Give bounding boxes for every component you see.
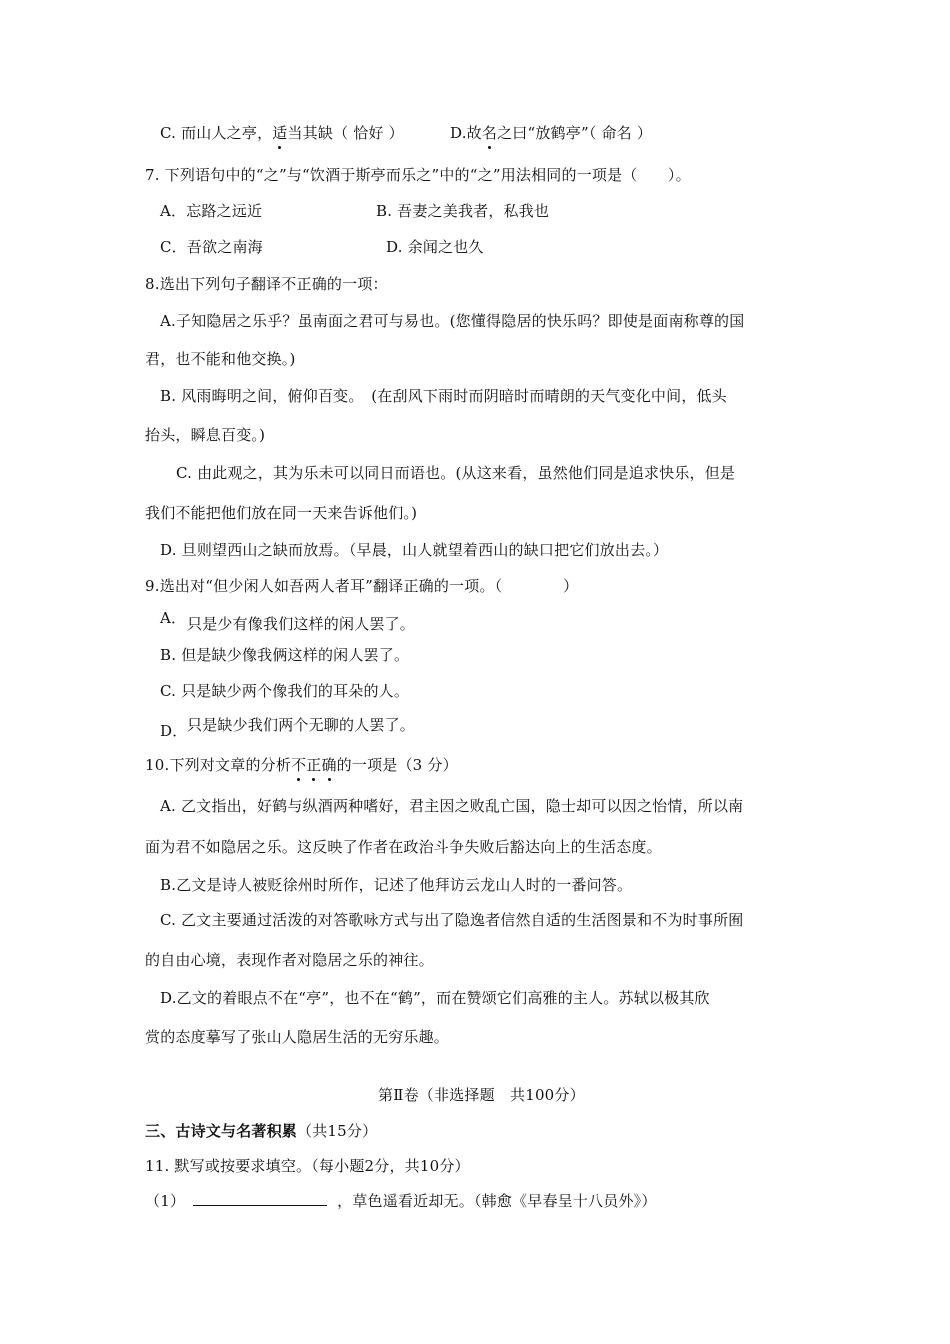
q10-option-b: B.乙文是诗人被贬徐州时所作，记述了他拜访云龙山人时的一番问答。	[160, 876, 633, 894]
q10-option-c-line2: 的自由心境，表现作者对隐居之乐的神往。	[145, 951, 434, 969]
q10-option-a-line2: 面为君不如隐居之乐。这反映了作者在政治斗争失败后豁达向上的生活态度。	[145, 838, 662, 856]
q8-option-c-line2: 我们不能把他们放在同一天来告诉他们。)	[145, 504, 418, 522]
emphasis-dot-char: 名	[481, 124, 498, 142]
q7-option-d: D. 余闻之也久	[386, 238, 484, 256]
q9-option-a-text: 只是少有像我们这样的闲人罢了。	[187, 615, 416, 633]
q9-option-d-letter: D．	[160, 722, 188, 740]
q8-option-c-line1: C. 由此观之，其为乐未可以同日而语也。(从这来看，虽然他们同是追求快乐，但是	[176, 464, 736, 482]
q10-option-c-line1: C. 乙文主要通过活泼的对答歌咏方式与出了隐逸者信然自适的生活图景和不为时事所囿	[160, 911, 744, 929]
q7-option-a: A．忘路之远近	[160, 202, 263, 220]
q8-option-a-line1: A.子知隐居之乐乎？虽南面之君可与易也。(您懂得隐居的快乐吗？即使是面南称尊的国	[160, 312, 745, 330]
q9-stem: 9.选出对“但少闲人如吾两人者耳”翻译正确的一项。（ ）	[145, 577, 579, 595]
q7-option-b: B. 吾妻之美我者，私我也	[376, 202, 550, 220]
section-3-heading: 三、古诗文与名著积累（共15分）	[145, 1122, 378, 1140]
q6-option-c: C. 而山人之亭，适当其缺（ 恰好 ）	[160, 124, 404, 142]
q9-option-a-letter: A．	[160, 609, 187, 627]
q10-option-d-line1: D.乙文的着眼点不在“亭”，也不在“鹤”，而在赞颂它们高雅的主人。苏轼以极其欣	[160, 989, 710, 1007]
q11-stem: 11. 默写或按要求填空。（每小题2分，共10分）	[145, 1157, 470, 1175]
q8-option-a-line2: 君，也不能和他交换。)	[145, 350, 296, 368]
q8-option-d: D. 旦则望西山之缺而放焉。（早晨，山人就望着西山的缺口把它们放出去。）	[160, 541, 669, 559]
q9-option-c: C. 只是缺少两个像我们的耳朵的人。	[160, 682, 410, 700]
q6-option-d: D.故名之曰“放鹤亭”（ 命名 ）	[450, 124, 653, 142]
q8-stem: 8.选出下列句子翻译不正确的一项：	[145, 275, 388, 293]
q9-option-b: B. 但是缺少像我俩这样的闲人罢了。	[160, 646, 410, 664]
part2-title: 第Ⅱ卷（非选择题 共100分）	[378, 1086, 585, 1104]
q7-stem: 7. 下列语句中的“之”与“饮酒于斯亭而乐之”中的“之”用法相同的一项是（ ）。	[145, 166, 691, 184]
emphasis-dot-char: 正	[306, 756, 322, 774]
emphasis-dot-char: 确	[321, 756, 337, 774]
q10-stem: 10.下列对文章的分析不正确的一项是（3 分）	[145, 756, 458, 774]
q7-option-c: C．吾欲之南海	[160, 238, 263, 256]
q9-option-d-text: 只是缺少我们两个无聊的人罢了。	[187, 716, 416, 734]
q10-option-a-line1: A. 乙文指出，好鹤与纵酒两种嗜好，君主因之败乱亡国，隐士却可以因之怡情，所以南	[160, 797, 744, 815]
emphasis-dot-char: 不	[291, 756, 307, 774]
q8-option-b-line2: 抬头，瞬息百变。)	[145, 426, 266, 444]
q11-item-1: （1） ，草色遥看近却无。（韩愈《早春呈十八员外》）	[145, 1192, 657, 1210]
q8-option-b-line1: B. 风雨晦明之间，俯仰百变。 (在刮风下雨时而阴暗时而晴朗的天气变化中间，低头	[160, 387, 727, 405]
emphasis-dot-char: 适	[272, 124, 288, 142]
fill-blank[interactable]	[193, 1191, 327, 1206]
q10-option-d-line2: 赏的态度摹写了张山人隐居生活的无穷乐趣。	[145, 1028, 450, 1046]
